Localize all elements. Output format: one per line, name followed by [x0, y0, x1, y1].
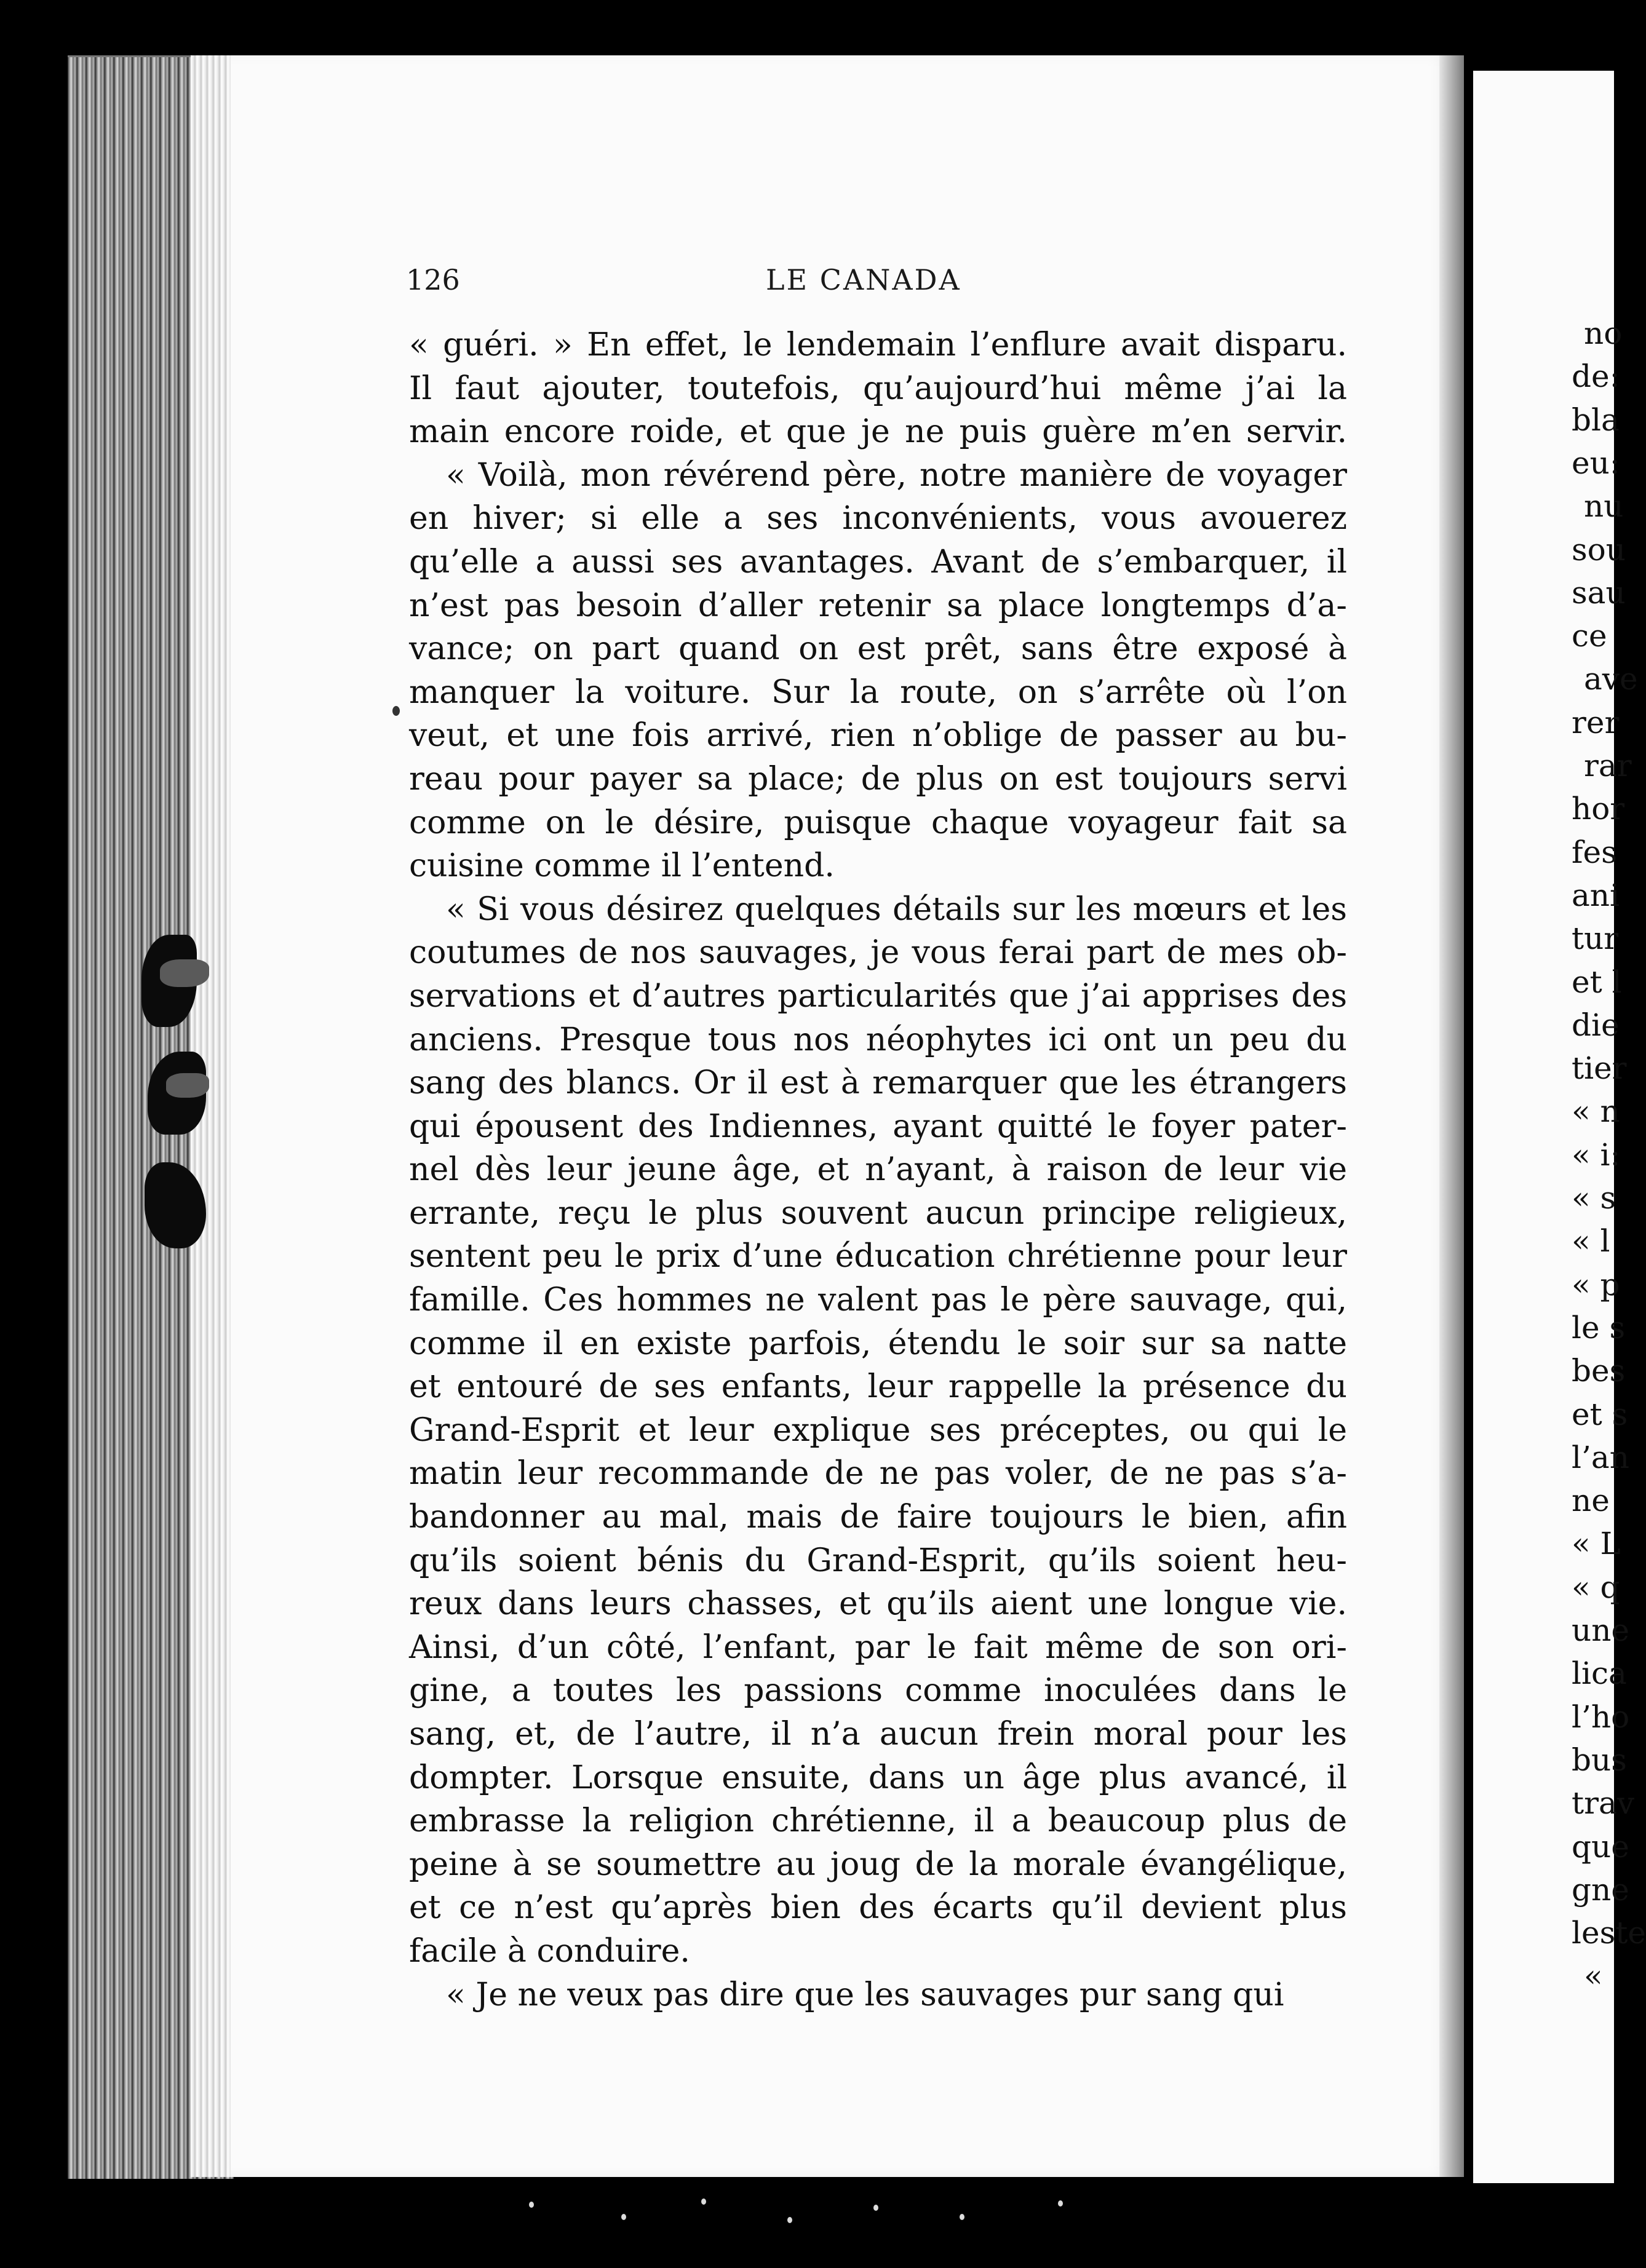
- adjacent-page-text-fragment: une: [1572, 1612, 1629, 1648]
- adjacent-page-text-fragment: trav: [1572, 1785, 1635, 1822]
- ink-stamp-marks: [135, 935, 215, 1255]
- text-line: gine, a toutes les passions comme inoculées dans le: [409, 1672, 1347, 1710]
- adjacent-page-text-fragment: « n: [1572, 1093, 1620, 1130]
- text-line: matin leur recommande de ne pas voler, de ne pas s’a-: [409, 1455, 1347, 1493]
- scan-specks: [529, 2195, 1083, 2232]
- adjacent-page-text-fragment: rer: [1572, 704, 1620, 740]
- text-line: « guéri. » En effet, le lendemain l’enflure avait disparu.: [409, 327, 1347, 363]
- adjacent-page-text-fragment: fes: [1572, 834, 1617, 870]
- text-line: anciens. Presque tous nos néophytes ici ont un peu du: [409, 1021, 1347, 1058]
- page-gutter-shadow: [1439, 55, 1464, 2177]
- adjacent-page-text-fragment: « i:: [1572, 1136, 1621, 1173]
- adjacent-page-text-fragment: die: [1572, 1007, 1620, 1043]
- text-line: errante, reçu le plus souvent aucun principe religieux,: [409, 1194, 1347, 1232]
- text-line: sang, et, de l’autre, il n’a aucun frein moral pour les: [409, 1716, 1347, 1753]
- text-line: sang des blancs. Or il est à remarquer que les étrangers: [409, 1065, 1347, 1102]
- adjacent-page-text-fragment: leste: [1572, 1915, 1646, 1951]
- adjacent-page-text-fragment: ani: [1572, 877, 1620, 913]
- text-line: sentent peu le prix d’une éducation chrétienne pour leur: [409, 1238, 1347, 1275]
- text-line: n’est pas besoin d’aller retenir sa place longtemps d’a-: [409, 587, 1347, 624]
- adjacent-page-text-fragment: rar: [1584, 748, 1632, 783]
- text-line: servations et d’autres particularités que j’ai apprises des: [409, 977, 1347, 1015]
- adjacent-page-text-fragment: « l: [1572, 1223, 1610, 1259]
- text-line: reux dans leurs chasses, et qu’ils aient une longue vie.: [409, 1585, 1347, 1623]
- text-line: embrasse la religion chrétienne, il a beaucoup plus de: [409, 1802, 1347, 1840]
- adjacent-page-text-fragment: ave: [1584, 661, 1638, 697]
- text-line: « Je ne veux pas dire que les sauvages pur sang qui: [446, 1976, 1284, 2013]
- adjacent-page-text-fragment: et s: [1572, 1396, 1628, 1432]
- text-line: bandonner au mal, mais de faire toujours le bien, afin: [409, 1499, 1347, 1536]
- text-line: coutumes de nos sauvages, je vous ferai part de mes ob-: [409, 934, 1347, 972]
- text-line: peine à se soumettre au joug de la morale évangélique,: [409, 1846, 1347, 1883]
- text-line: comme il en existe parfois, étendu le soir sur sa natte: [409, 1325, 1347, 1362]
- adjacent-page-text-fragment: l’an: [1572, 1439, 1629, 1475]
- text-line: veut, et une fois arrivé, rien n’oblige de passer au bu-: [409, 717, 1347, 755]
- adjacent-page-text-fragment: nu: [1584, 488, 1624, 525]
- adjacent-page-text-fragment: « q: [1572, 1569, 1620, 1605]
- adjacent-page-text-fragment: lica: [1572, 1655, 1627, 1692]
- adjacent-page-text-fragment: « p: [1572, 1266, 1620, 1303]
- text-line: reau pour payer sa place; de plus on est toujours servi: [409, 760, 1347, 798]
- adjacent-page-text-fragment: gne: [1572, 1871, 1629, 1908]
- adjacent-page-text-fragment: l’ho: [1572, 1699, 1630, 1735]
- text-line: vance; on part quand on est prêt, sans être exposé à: [409, 630, 1347, 668]
- text-line: Ainsi, d’un côté, l’enfant, par le fait même de son ori-: [409, 1628, 1347, 1666]
- ink-speck: [392, 706, 400, 716]
- adjacent-page-text-fragment: bla: [1572, 402, 1620, 438]
- text-line: en hiver; si elle a ses inconvénients, vous avouerez: [409, 500, 1347, 537]
- adjacent-page-text-fragment: tier: [1572, 1050, 1627, 1087]
- text-line: qu’ils soient bénis du Grand-Esprit, qu’ils soient heu-: [409, 1542, 1347, 1579]
- text-line: cuisine comme il l’entend.: [409, 847, 835, 885]
- text-line: Il faut ajouter, toutefois, qu’aujourd’hui même j’ai la: [409, 370, 1347, 407]
- adjacent-page-text-fragment: tur: [1572, 921, 1619, 957]
- running-title: LE CANADA: [766, 263, 961, 296]
- adjacent-page-text-fragment: de:: [1572, 359, 1620, 395]
- body-text: [409, 323, 1347, 2016]
- adjacent-page-text-fragment: no: [1584, 315, 1623, 351]
- text-line: qui épousent des Indiennes, ayant quitté le foyer pater-: [409, 1108, 1347, 1145]
- adjacent-page-text-fragment: « L: [1572, 1526, 1621, 1562]
- adjacent-page-text-fragment: ce: [1572, 618, 1607, 654]
- text-line: nel dès leur jeune âge, et n’ayant, à raison de leur vie: [409, 1151, 1347, 1189]
- adjacent-page-text-fragment: ne: [1572, 1483, 1610, 1519]
- text-line: comme on le désire, puisque chaque voyageur fait sa: [409, 804, 1347, 841]
- adjacent-page-text-fragment: et l: [1572, 964, 1622, 1000]
- adjacent-page-text-fragment: bus: [1572, 1742, 1627, 1778]
- text-line: et ce n’est qu’après bien des écarts qu’il devient plus: [409, 1889, 1347, 1927]
- text-line: et entouré de ses enfants, leur rappelle la présence du: [409, 1368, 1347, 1406]
- text-line: main encore roide, et que je ne puis guère m’en servir.: [409, 413, 1347, 451]
- adjacent-page-text-fragment: «: [1584, 1958, 1603, 1994]
- text-line: qu’elle a aussi ses avantages. Avant de s’embarquer, il: [409, 543, 1347, 581]
- text-line: manquer la voiture. Sur la route, on s’arrête où l’on: [409, 673, 1347, 711]
- text-line: famille. Ces hommes ne valent pas le père sauvage, qui,: [409, 1282, 1347, 1319]
- adjacent-page-text-fragment: sau: [1572, 574, 1626, 611]
- text-line: « Voilà, mon révérend père, notre manière de voyager: [446, 456, 1347, 494]
- text-line: « Si vous désirez quelques détails sur les mœurs et les: [446, 890, 1347, 928]
- adjacent-page-text-fragment: que: [1572, 1828, 1629, 1865]
- text-line: dompter. Lorsque ensuite, dans un âge plus avancé, il: [409, 1759, 1347, 1796]
- adjacent-page-text-fragment: « s: [1572, 1180, 1616, 1216]
- adjacent-page: [1473, 71, 1646, 2183]
- adjacent-page-text-fragment: bes: [1572, 1353, 1626, 1389]
- text-line: Grand-Esprit et leur explique ses préceptes, ou qui le: [409, 1411, 1347, 1449]
- adjacent-page-text-fragment: eu:: [1572, 445, 1620, 481]
- page-number: 126: [406, 263, 460, 296]
- adjacent-page-text-fragment: le s: [1572, 1309, 1626, 1346]
- text-line: facile à conduire.: [409, 1932, 690, 1970]
- adjacent-page-text-fragment: sou: [1572, 531, 1626, 568]
- adjacent-page-text-fragment: hor: [1572, 791, 1625, 827]
